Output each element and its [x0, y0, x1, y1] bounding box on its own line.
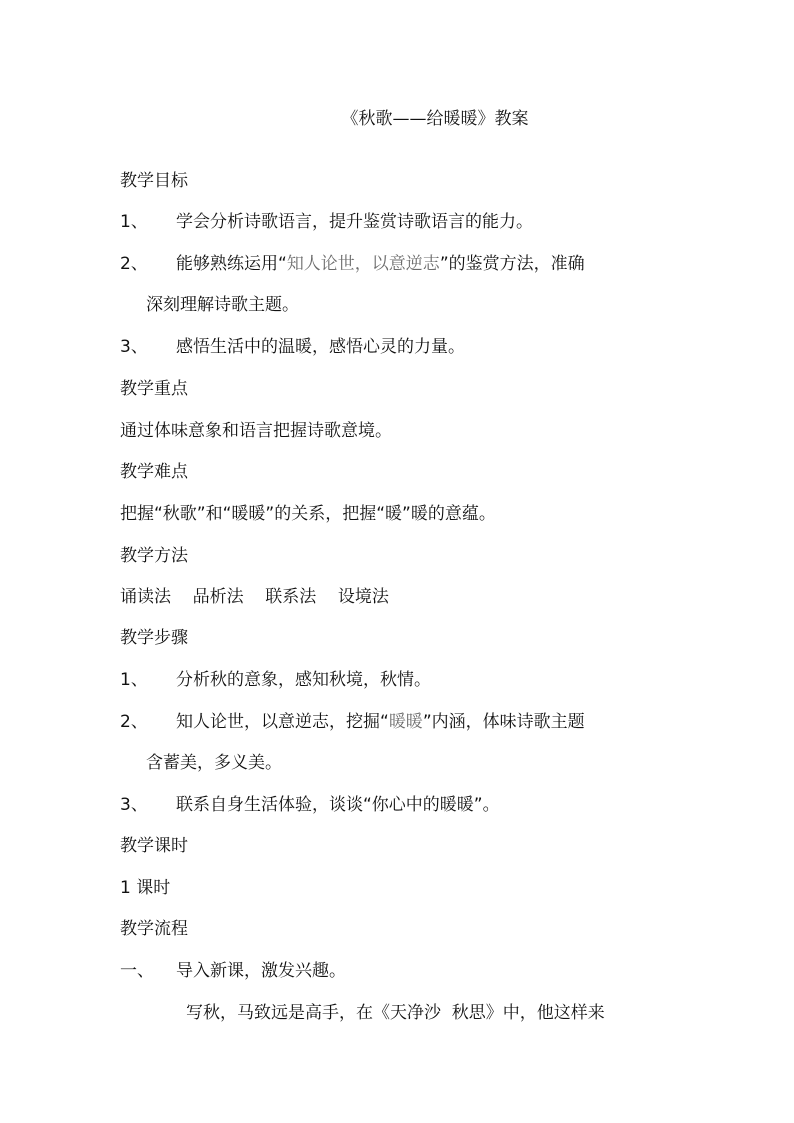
- steps-item-3-text: 联系自身生活体验，谈谈“你心中的暖暖”。: [176, 795, 500, 815]
- goals-item-2-pre: 能够熟练运用“: [176, 254, 287, 274]
- goals-item-2-post: ”的鉴赏方法，准确: [439, 254, 585, 274]
- difficulty-heading: 教学难点: [120, 462, 188, 482]
- flow-item-1: [120, 960, 346, 982]
- goals-heading: 教学目标: [120, 171, 188, 191]
- method-text: 诵读法 品析法 联系法 设境法: [120, 587, 389, 607]
- steps-heading: 教学步骤: [120, 628, 188, 648]
- period-text: 1 课时: [120, 878, 171, 898]
- flow-paragraph: 写秋，马致远是高手，在《天净沙 秋思》中，他这样来: [186, 1003, 605, 1023]
- steps-item-3: [120, 794, 500, 816]
- flow-item-1-num: 一、: [120, 961, 154, 981]
- goals-item-1-num: 1、: [120, 212, 148, 232]
- key-heading: 教学重点: [120, 379, 188, 399]
- goals-item-2: [120, 253, 585, 275]
- goals-item-2-cont: 深刻理解诗歌主题。: [146, 295, 299, 315]
- page-title: 《秋歌——给暖暖》教案: [341, 109, 529, 129]
- goals-item-2-highlight: 知人论世，以意逆志: [286, 254, 440, 274]
- goals-item-1-text: 学会分析诗歌语言，提升鉴赏诗歌语言的能力。: [176, 212, 533, 232]
- goals-item-3-num: 3、: [120, 337, 148, 357]
- goals-item-2-num: 2、: [120, 254, 148, 274]
- goals-item-1: [120, 211, 533, 233]
- flow-heading: 教学流程: [120, 919, 188, 939]
- key-text: 通过体味意象和语言把握诗歌意境。: [120, 421, 392, 441]
- steps-item-1: [120, 669, 431, 691]
- steps-item-1-num: 1、: [120, 670, 148, 690]
- method-heading: 教学方法: [120, 546, 188, 566]
- steps-item-2: [120, 711, 585, 733]
- steps-item-2-post: ”内涵，体味诗歌主题: [422, 712, 585, 732]
- steps-item-2-pre: 知人论世，以意逆志，挖掘“: [176, 712, 389, 732]
- period-heading: 教学课时: [120, 836, 188, 856]
- steps-item-2-num: 2、: [120, 712, 148, 732]
- steps-item-3-num: 3、: [120, 795, 148, 815]
- steps-item-2-highlight: 暖暖: [388, 712, 423, 732]
- difficulty-text: 把握“秋歌”和“暖暖”的关系，把握“暖”暖的意蕴。: [120, 504, 496, 524]
- steps-item-2-cont: 含蓄美，多义美。: [146, 753, 282, 773]
- goals-item-3: [120, 336, 465, 358]
- steps-item-1-text: 分析秋的意象，感知秋境，秋情。: [176, 670, 431, 690]
- goals-item-3-text: 感悟生活中的温暖，感悟心灵的力量。: [176, 337, 465, 357]
- flow-item-1-text: 导入新课，激发兴趣。: [176, 961, 346, 981]
